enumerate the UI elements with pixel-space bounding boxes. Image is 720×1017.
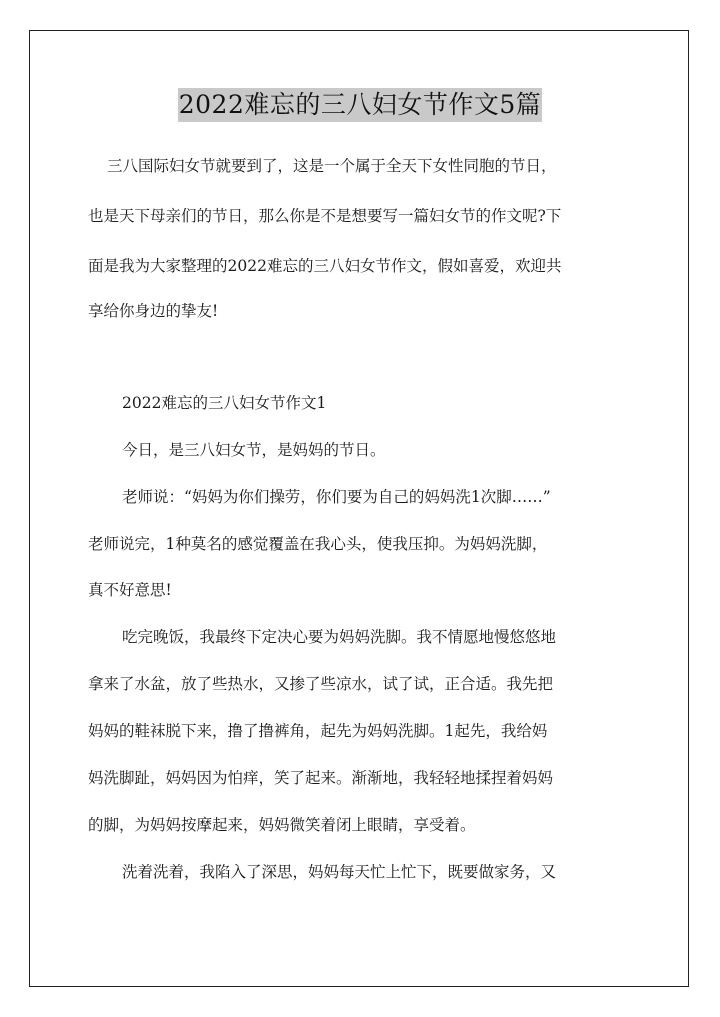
intro-line-4: 享给你身边的挚友! <box>88 302 219 320</box>
paragraph-line-9: 的脚，为妈妈按摩起来，妈妈微笑着闭上眼睛，享受着。 <box>88 816 476 834</box>
document-title: 2022难忘的三八妇女节作文5篇 <box>178 88 543 122</box>
intro-line-2: 也是天下母亲们的节日，那么你是不是想要写一篇妇女节的作文呢?下 <box>88 207 562 225</box>
section-heading: 2022难忘的三八妇女节作文1 <box>122 394 327 412</box>
intro-line-3: 面是我为大家整理的2022难忘的三八妇女节作文，假如喜爱，欢迎共 <box>88 257 562 275</box>
paragraph-line-6: 拿来了水盆，放了些热水，又掺了些凉水，试了试，正合适。我先把 <box>88 675 554 693</box>
paragraph-line-1: 今日，是三八妇女节，是妈妈的节日。 <box>122 441 386 459</box>
paragraph-line-3: 老师说完，1种莫名的感觉覆盖在我心头，使我压抑。为妈妈洗脚， <box>88 535 548 553</box>
intro-line-1: 三八国际妇女节就要到了，这是一个属于全天下女性同胞的节日， <box>107 157 557 175</box>
paragraph-line-2: 老师说：“妈妈为你们操劳，你们要为自己的妈妈洗1次脚……” <box>122 488 551 506</box>
paragraph-line-8: 妈洗脚趾，妈妈因为怕痒，笑了起来。渐渐地，我轻轻地揉捏着妈妈 <box>88 769 554 787</box>
paragraph-line-10: 洗着洗着，我陷入了深思，妈妈每天忙上忙下，既要做家务，又 <box>122 863 557 881</box>
paragraph-line-4: 真不好意思! <box>88 581 172 599</box>
title-container <box>0 88 720 122</box>
paragraph-line-7: 妈妈的鞋袜脱下来，撸了撸裤角，起先为妈妈洗脚。1起先，我给妈 <box>88 722 548 740</box>
paragraph-line-5: 吃完晚饭，我最终下定决心要为妈妈洗脚。我不情愿地慢悠悠地 <box>122 628 557 646</box>
